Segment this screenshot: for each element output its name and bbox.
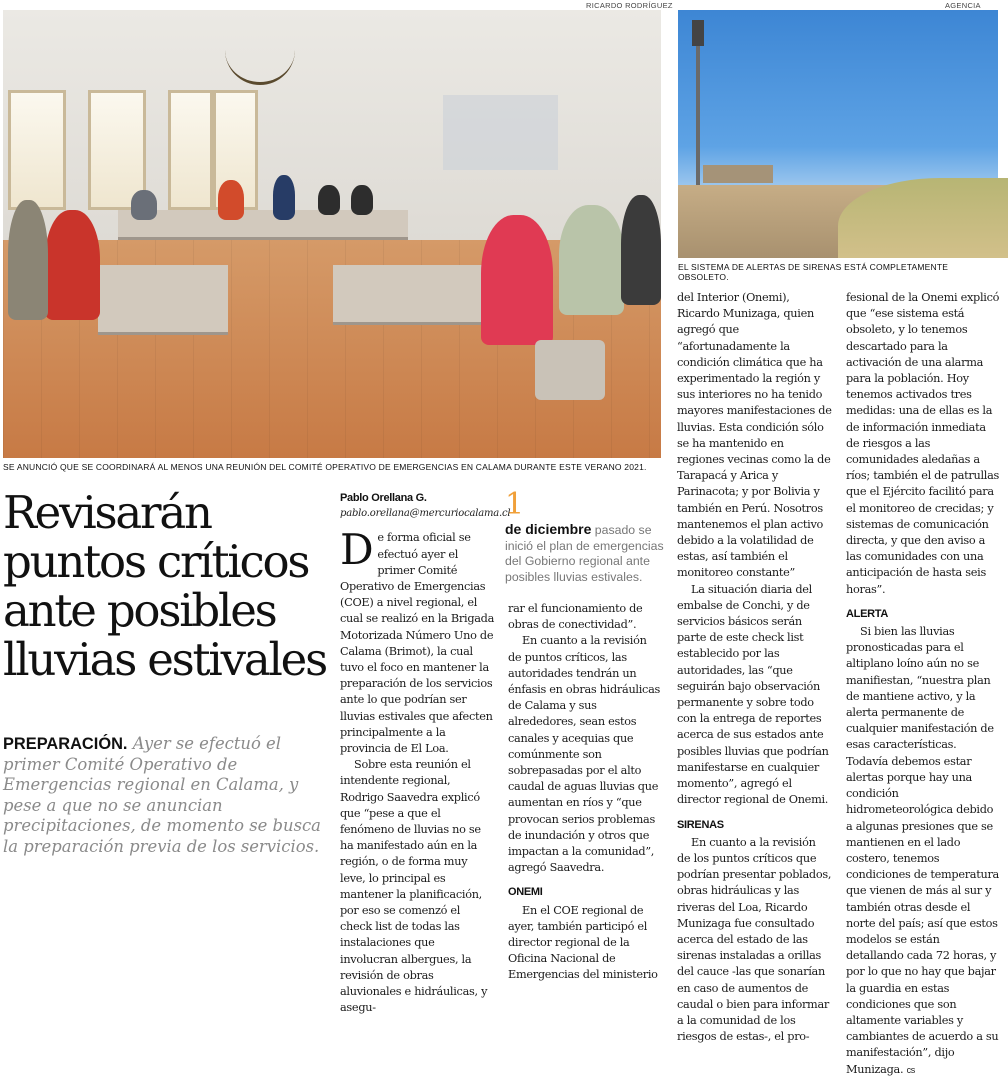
person (559, 205, 624, 315)
paragraph: Sobre esta reunión el intendente regional, Rodrigo Saavedra explicó que “pese a que el fenómeno de lluvias no se ha manifestado aún en la región, o de forma muy leve, lo principal es mantener la planificación, por eso se comenzó el check list de todas las instalaciones que involucran albergues, la revisión de obras aluvionales e hidráulicas, y asegu- (340, 758, 488, 1015)
siren-speaker (692, 20, 704, 46)
person (621, 195, 661, 305)
paragraph-text: Si bien las lluvias pronosticadas para el altiplano loíno aún no se manifiestan, “nuestra plan de mantiene activo, y la alerta permanente de cualquier manifestación de esas características. Todavía debemos estar alertas porque hay una condición hidrometeorológica debido a algunas presiones que se mantienen en el lado costero, tenemos condiciones de temperatura que vienen de más al sur y también otras desde el norte del país; así que estos modelos se están detallando cada 72 horas, y por lo que no hay que bajar la guardia en estas condiciones que son altamente variables y cambiantes de acuerdo a su manifestación”, dijo Munizaga. (846, 625, 999, 1076)
lede-kicker: PREPARACIÓN. (3, 735, 128, 753)
person (351, 185, 373, 215)
meeting-photo (3, 10, 661, 458)
person (481, 215, 553, 345)
subhead-alerta: ALERTA (846, 607, 888, 620)
article-column-1 (340, 490, 511, 1017)
person (218, 180, 244, 220)
article-column-4 (846, 290, 1000, 1078)
projection-screen (443, 95, 558, 170)
paragraph: En el COE regional de ayer, también participó el director regional de la Oficina Nacional de Emergencias del ministerio (508, 903, 658, 982)
siren-photo (678, 10, 998, 258)
article-column-3 (677, 290, 832, 1045)
factbox-bold: de diciembre (505, 521, 592, 537)
person (131, 190, 157, 220)
photo-window (8, 90, 66, 210)
person (45, 210, 100, 320)
factbox (505, 488, 665, 585)
headline: Revisarán puntos críticos ante posibles lluvias estivales (3, 486, 326, 686)
person (8, 200, 48, 320)
photo-table (98, 265, 228, 335)
factbox-text (505, 522, 665, 585)
photo1-caption: SE ANUNCIÓ QUE SE COORDINARÁ AL MENOS UNA REUNIÓN DEL COMITÉ OPERATIVO DE EMERGENCIAS EN CALAMA DURANTE ESTE VERANO 2021. (3, 462, 647, 472)
paragraph (340, 525, 495, 757)
photo2-caption: EL SISTEMA DE ALERTAS DE SIRENAS ESTÁ COMPLETAMENTE OBSOLETO. (678, 262, 949, 282)
end-mark: cs (906, 1064, 915, 1075)
paragraph: fesional de la Onemi explicó que “ese sistema está obsoleto, y lo tenemos descartado para la activación de una alarma para la población. Hoy tenemos activados tres medidas: una de ellas es la de información inmediata de riesgos a las comunidades aledañas a ríos; también el de patrullas que el Ejército facilitó para el monitoreo de crecidas; y sistemas de comunicación directa, y que den aviso a las comunidades con una anticipación de hasta seis horas”. (846, 291, 1000, 596)
factbox-number: 1 (505, 487, 525, 522)
paragraph: del Interior (Onemi), Ricardo Munizaga, quien agregó que “afortunadamente la condición climática que ha experimentado la región y sus interiores no ha tenido mayores manifestaciones de lluvias. Esta condición sólo se ha mantenido en regiones vecinas como la de Tarapacá y Arica y Parinacota; y por Bolivia y también en Perú. Nosotros mantenemos el plan activo debido a la volatilidad de estas, así también el monitoreo constante” (677, 291, 832, 580)
lede (3, 734, 325, 857)
photo1-credit: RICARDO RODRÍGUEZ (586, 1, 673, 10)
paragraph: En cuanto a la revisión de puntos críticos, las autoridades tendrán un énfasis en obras hidráulicas de Calama y sus alrededores, sean estos canales y acequias que comúnmente son sobrepasadas por el alto caudal de aguas lluvias que aumentan en ríos y “que provocan serios problemas de inundación y otros que impactan a la comunidad”, agregó Saavedra. (508, 634, 661, 875)
dropcap: D (340, 525, 374, 575)
paragraph-text: e forma oficial se efectuó ayer el primer Comité Operativo de Emergencias (COE) a nivel regional, el cual se realizó en la Brigada Motorizada Número Uno de Calama (Brimot), la cual tuvo el foco en mantener la preparación de los servicios ante lo que podrían ser lluvias estivales que afecten principalmente a la provincia de El Loa. (340, 531, 495, 756)
subhead-sirenas: SIRENAS (677, 818, 724, 831)
handbag (535, 340, 605, 400)
paragraph: La situación diaria del embalse de Conchi, y de servicios básicos serán parte de este check list establecido por las autoridades, las “que seguirán bajo observación permanente y sobre todo con la entrega de reportes acerca de sus estados ante posibles lluvias que podrían manifestarse en cualquier momento”, agregó el director regional de Onemi. (677, 582, 829, 807)
person (318, 185, 340, 215)
lede-text: Ayer se efectuó el primer Comité Operativo de Emergencias regional en Calama, y pese a que no se anuncian precipitaciones, de momento se busca la preparación previa de los servicios. (3, 734, 321, 856)
paragraph (846, 624, 1000, 1078)
subhead-onemi: ONEMI (508, 886, 543, 899)
paragraph: En cuanto a la revisión de los puntos críticos que podrían presentar poblados, obras hidráulicas y las riveras del Loa, Ricardo Munizaga fue consultado acerca del estado de las sirenas instaladas a orillas del cauce -las que sonarían en caso de aumentos de caudal o bien para informar a la comunidad de los riesgos de estas-, el pro- (677, 835, 832, 1044)
article-column-2 (508, 601, 660, 984)
factbox-body: pasado se inició el plan de emergencias del Gobierno regional ante posibles lluvias estivales. (505, 523, 664, 584)
paragraph: rar el funcionamiento de obras de conectividad”. (508, 602, 643, 632)
photo-window (168, 90, 213, 210)
person (273, 175, 295, 220)
byline-email: pablo.orellana@mercuriocalama.cl (340, 508, 511, 520)
photo2-credit: AGENCIA (945, 1, 981, 10)
photo-buildings (703, 165, 773, 183)
byline-author: Pablo Orellana G. (340, 492, 427, 504)
